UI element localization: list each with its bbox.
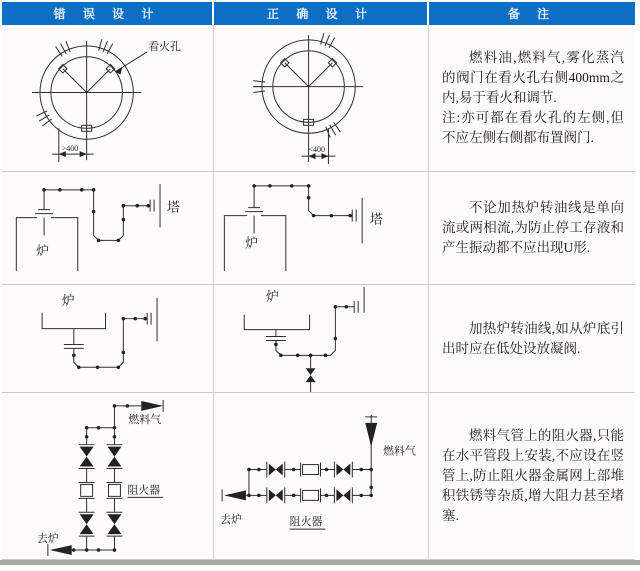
row4-correct-diagram-cell — [214, 393, 429, 560]
tower-flange — [150, 200, 154, 212]
header-correct-design: 正 确 设 计 — [214, 2, 429, 25]
row2-wrong-diagram-cell — [2, 172, 214, 285]
transfer-line-correct-diagram — [214, 172, 428, 284]
valve-ticks-bottom-right — [326, 122, 341, 137]
flame-arrester-correct-diagram — [214, 393, 428, 559]
flame-arrester-symbol — [81, 484, 93, 496]
remark-text: 燃料油,燃料气,雾化蒸汽的阀门在看火孔右侧400mm之内,易于看火和调节. — [442, 50, 624, 106]
dimension-label: >400 — [61, 144, 79, 154]
fuel-gas-label: 燃料气 — [383, 445, 416, 458]
design-comparison-table — [2, 2, 635, 560]
transfer-line-wrong-diagram — [2, 172, 213, 284]
dimension-label: <400 — [308, 145, 325, 155]
pipe-run — [74, 319, 147, 368]
furnace-label: 炉 — [61, 293, 75, 308]
furnace-nozzle — [35, 190, 53, 214]
valve-ticks-top-right — [321, 33, 335, 48]
to-furnace-label: 去炉 — [36, 533, 59, 546]
valve-ticks-lower-left — [36, 111, 51, 126]
tower-flange — [352, 210, 356, 222]
tower-flange — [147, 313, 151, 325]
remark-note-text: 注:亦可都在看火孔的左侧,但不应左侧右侧都布置阀门. — [442, 109, 624, 145]
drain-valve-symbol — [306, 368, 316, 382]
fuel-gas-label: 燃料气 — [128, 413, 162, 426]
row2-remark-cell — [429, 172, 635, 285]
flow-arrow-left — [50, 545, 72, 555]
flow-arrow-right — [141, 401, 163, 411]
row4-remark-cell — [429, 393, 635, 560]
flow-arrow-left — [224, 490, 246, 500]
valve-symbol — [80, 447, 122, 534]
valve-ticks-upper-right — [99, 39, 113, 54]
furnace-bottom-outline — [42, 313, 105, 329]
row1-correct-diagram-cell — [214, 25, 429, 172]
furnace-label: 炉 — [266, 289, 279, 304]
flow-arrow-down — [365, 423, 377, 447]
furnace-nozzle — [245, 186, 263, 212]
row3-correct-diagram-cell — [214, 285, 429, 393]
header-remark: 备 注 — [429, 2, 635, 25]
flame-arrester-symbol — [303, 490, 319, 500]
flame-arrester-symbol — [108, 484, 120, 496]
remark-text: 燃料气管上的阻火器,只能在水平管段上安装,不应设在竖管上,防止阻火器金属网上部堆积铁锈等杂质,增大阻力甚至堵塞. — [442, 428, 624, 523]
pipe-run — [44, 190, 150, 241]
valve-ticks-upper-left — [56, 41, 71, 56]
tower-flange — [354, 301, 358, 313]
row1-remark-cell — [429, 25, 635, 172]
furnace-label: 炉 — [36, 244, 50, 259]
to-furnace-label: 去炉 — [220, 514, 242, 527]
remark-text: 加热炉转油线,如从炉底引出时应在低处设放凝阀. — [442, 320, 624, 356]
valve-symbol — [269, 464, 351, 502]
pipe-run — [276, 307, 354, 356]
flame-arrester-symbol — [303, 465, 319, 475]
row3-remark-cell — [429, 285, 635, 393]
furnace-peephole-correct-diagram — [214, 25, 428, 171]
furnace-bottom-outline — [244, 315, 309, 330]
bottom-flange — [266, 337, 286, 341]
furnace-peephole-wrong-diagram — [2, 25, 213, 171]
row2-correct-diagram-cell — [214, 172, 429, 285]
row4-wrong-diagram-cell — [2, 393, 214, 560]
remark-text: 不论加热炉转油线是单向流或两相流,为防止停工存液和产生振动都不应出现U形. — [442, 200, 624, 255]
flame-arrester-label: 阻火器 — [127, 484, 161, 497]
furnace-label: 炉 — [245, 236, 259, 251]
pipe-run — [254, 186, 352, 216]
row1-wrong-diagram-cell — [2, 25, 214, 172]
flame-arrester-label: 阻火器 — [289, 516, 323, 529]
row3-wrong-diagram-cell — [2, 285, 214, 393]
valve-ticks-left — [253, 81, 265, 93]
tower-label: 塔 — [166, 200, 180, 215]
header-wrong-design: 错 误 设 计 — [2, 2, 214, 25]
peephole-label: 看火孔 — [148, 40, 181, 53]
table-bottom-border — [0, 560, 640, 565]
bottom-flange — [64, 344, 84, 348]
drain-valve-wrong-diagram — [2, 285, 213, 392]
flame-arrester-wrong-diagram — [2, 393, 213, 559]
drain-valve-correct-diagram — [214, 285, 428, 392]
tower-label: 塔 — [370, 212, 383, 227]
